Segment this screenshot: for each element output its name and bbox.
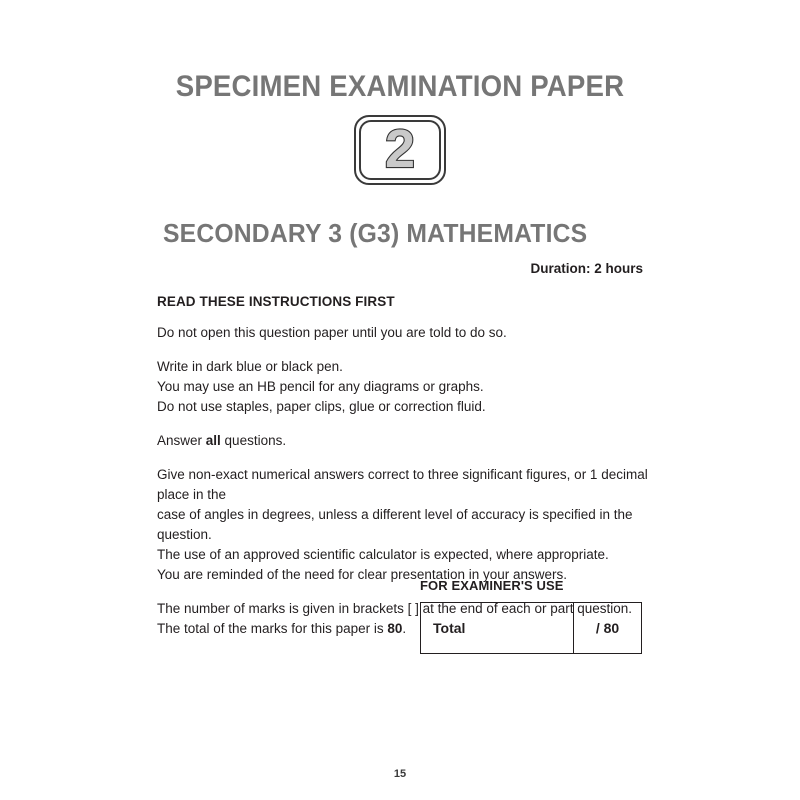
marks-suffix: . (402, 621, 407, 636)
table-row (421, 603, 642, 654)
total-label-cell: Total (421, 603, 574, 654)
marks-prefix: The number of marks is given in brackets [ ] at the end of each or part question. The total of the marks for this paper is (157, 601, 632, 636)
accuracy-line-2: case of angles in degrees, unless a different level of accuracy is specified in the question. (157, 507, 633, 542)
instruction-do-not-open: Do not open this question paper until you are told to do so. (157, 325, 507, 340)
duration-label: Duration: 2 hours (530, 261, 643, 276)
accuracy-line-3: The use of an approved scientific calculator is expected, where appropriate. (157, 547, 609, 562)
instruction-answer-all (157, 431, 649, 451)
examiner-use-section (420, 578, 642, 654)
instruction-accuracy (157, 465, 649, 585)
answer-all-suffix: questions. (220, 433, 287, 448)
page-title: SPECIMEN EXAMINATION PAPER (175, 70, 625, 103)
total-mark-cell[interactable]: / 80 (574, 603, 642, 654)
accuracy-line-4: You are reminded of the need for clear presentation in your answers. (157, 567, 567, 582)
badge-inner-border (359, 120, 441, 180)
subject-title: SECONDARY 3 (G3) MATHEMATICS (163, 218, 588, 248)
paper-number-badge (0, 115, 800, 185)
materials-line-1: Write in dark blue or black pen. (157, 359, 343, 374)
page-number: 15 (393, 768, 407, 780)
accuracy-line-1: Give non-exact numerical answers correct to three significant figures, or 1 decimal place in the (157, 467, 648, 502)
badge-outer-border (354, 115, 446, 185)
examiner-use-heading: FOR EXAMINER'S USE (420, 578, 564, 593)
marks-total: 80 (387, 621, 403, 636)
materials-line-2: You may use an HB pencil for any diagrams or graphs. (157, 379, 484, 394)
instructions-heading: READ THESE INSTRUCTIONS FIRST (157, 294, 395, 309)
examiner-marks-table (420, 602, 642, 654)
answer-all-emphasis: all (205, 433, 221, 448)
paper-number-value: 2 (384, 119, 416, 179)
materials-line-3: Do not use staples, paper clips, glue or correction fluid. (157, 399, 486, 414)
answer-all-prefix: Answer (157, 433, 206, 448)
instruction-materials (157, 357, 649, 417)
